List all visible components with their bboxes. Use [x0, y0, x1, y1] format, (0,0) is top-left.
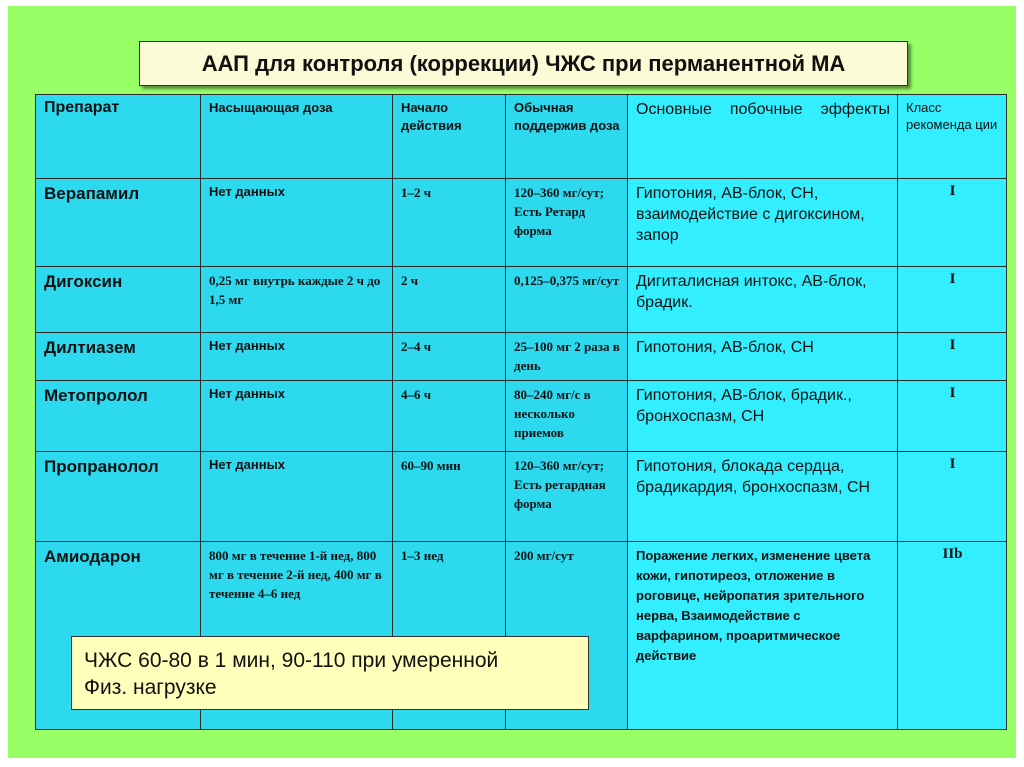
loading-dose: Нет данных: [201, 381, 393, 452]
header-side-effects: Основные побочные эффекты: [628, 95, 898, 179]
recommendation-class: I: [898, 452, 1007, 542]
maintenance-dose: 200 мг/сут: [506, 542, 628, 730]
side-effects: Гипотония, АВ-блок, СН: [628, 333, 898, 381]
loading-dose: Нет данных: [201, 333, 393, 381]
table-row: [36, 381, 1007, 452]
maintenance-dose: 80–240 мг/с в несколько приемов: [506, 381, 628, 452]
table-header-row: [36, 95, 1007, 179]
recommendation-class: I: [898, 179, 1007, 267]
loading-dose: 800 мг в течение 1-й нед, 800 мг в течение 2-й нед, 400 мг в течение 4–6 нед: [201, 542, 393, 730]
drug-name: Метопролол: [36, 381, 201, 452]
loading-dose: Нет данных: [201, 452, 393, 542]
onset: 2 ч: [393, 267, 506, 333]
maintenance-dose: 120–360 мг/сут; Есть ретардная форма: [506, 452, 628, 542]
header-maintenance-dose: Обычная поддержив доза: [506, 95, 628, 179]
onset: 1–3 нед: [393, 542, 506, 730]
note-line-2: Физ. нагрузке: [84, 676, 217, 699]
heart-rate-note: [71, 636, 589, 710]
drug-name: Верапамил: [36, 179, 201, 267]
maintenance-dose: 120–360 мг/сут; Есть Ретард форма: [506, 179, 628, 267]
loading-dose: 0,25 мг внутрь каждые 2 ч до 1,5 мг: [201, 267, 393, 333]
table-row: [36, 333, 1007, 381]
maintenance-dose: 0,125–0,375 мг/сут: [506, 267, 628, 333]
table-row: [36, 267, 1007, 333]
drug-name: Пропранолол: [36, 452, 201, 542]
slide-title: ААП для контроля (коррекции) ЧЖС при перманентной МА: [139, 41, 908, 86]
loading-dose: Нет данных: [201, 179, 393, 267]
recommendation-class: I: [898, 333, 1007, 381]
drug-table: [35, 94, 1007, 730]
note-line-1: ЧЖС 60-80 в 1 мин, 90-110 при умеренной: [84, 649, 499, 672]
recommendation-class: I: [898, 381, 1007, 452]
drug-name: Дилтиазем: [36, 333, 201, 381]
recommendation-class: IIb: [898, 542, 1007, 730]
side-effects: Гипотония, блокада сердца, брадикардия, бронхоспазм, СН: [628, 452, 898, 542]
side-effects: Дигиталисная интокс, АВ-блок, брадик.: [628, 267, 898, 333]
drug-name: Амиодарон: [36, 542, 201, 730]
header-loading-dose: Насыщающая доза: [201, 95, 393, 179]
side-effects: Поражение легких, изменение цвета кожи, гипотиреоз, отложение в роговице, нейропатия зрительного нерва, Взаимодействие с варфарином, проаритмическое действие: [628, 542, 898, 730]
onset: 2–4 ч: [393, 333, 506, 381]
header-drug: Препарат: [36, 95, 201, 179]
header-onset: Начало действия: [393, 95, 506, 179]
header-recommendation-class: Класс рекоменда ции: [898, 95, 1007, 179]
recommendation-class: I: [898, 267, 1007, 333]
side-effects: Гипотония, АВ-блок, брадик., бронхоспазм, СН: [628, 381, 898, 452]
onset: 1–2 ч: [393, 179, 506, 267]
onset: 60–90 мин: [393, 452, 506, 542]
onset: 4–6 ч: [393, 381, 506, 452]
drug-name: Дигоксин: [36, 267, 201, 333]
table-row: [36, 179, 1007, 267]
table-row: [36, 452, 1007, 542]
maintenance-dose: 25–100 мг 2 раза в день: [506, 333, 628, 381]
side-effects: Гипотония, АВ-блок, СН, взаимодействие с дигоксином, запор: [628, 179, 898, 267]
